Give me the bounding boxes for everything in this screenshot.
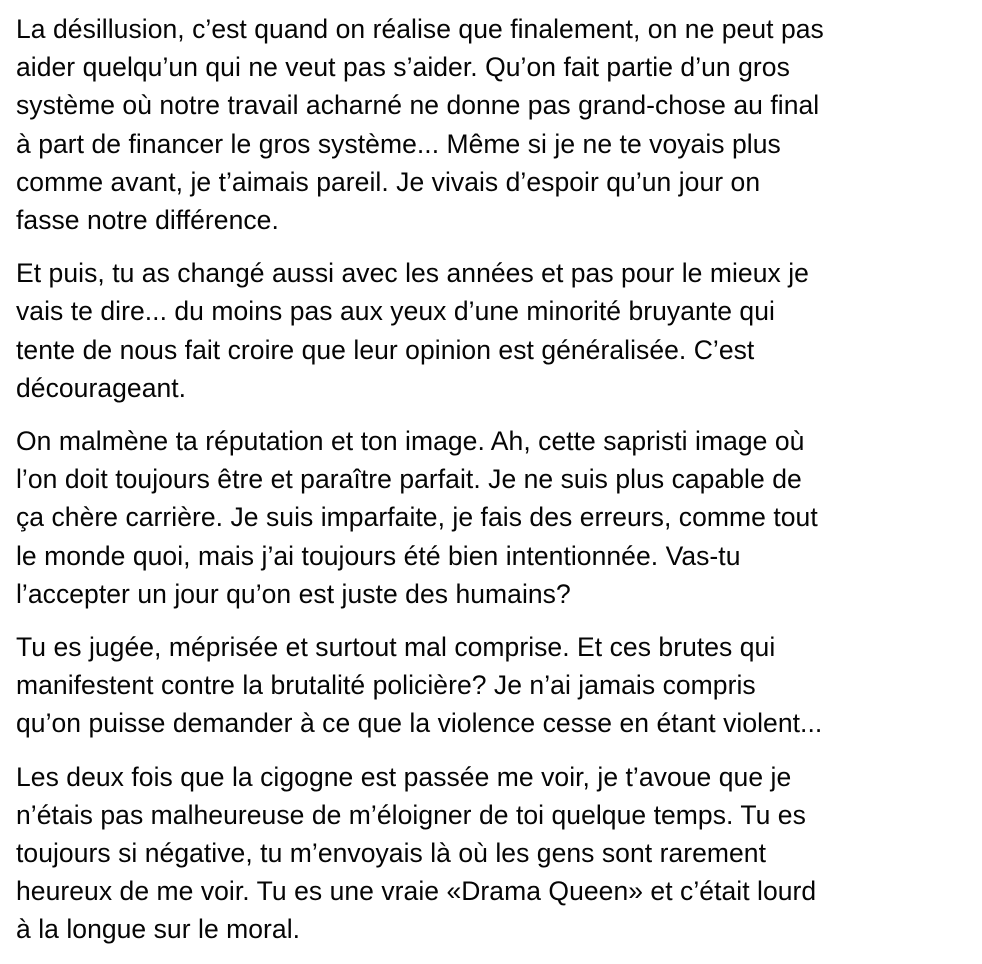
text-line: toujours si négative, tu m’envoyais là où les gens sont rarement [16,838,767,869]
paragraph-4 [16,628,956,743]
text-line: Tu es jugée, méprisée et surtout mal comprise. Et ces brutes qui [16,632,776,663]
text-line: comme avant, je t’aimais pareil. Je vivais d’espoir qu’un jour on [16,166,761,197]
text-line: vais te dire... du moins pas aux yeux d’une minorité bruyante qui [16,296,775,327]
text-line: ça chère carrière. Je suis imparfaite, je fais des erreurs, comme tout [16,502,818,533]
text-line: l’on doit toujours être et paraître parfait. Je ne suis plus capable de [16,464,802,495]
text-line: La désillusion, c’est quand on réalise que finalement, on ne peut pas [16,14,824,44]
text-line: l’accepter un jour qu’on est juste des humains? [16,578,571,609]
paragraph-2 [16,254,956,407]
text-line: aider quelqu’un qui ne veut pas s’aider. Qu’on fait partie d’un gros [16,52,790,83]
text-line: Et puis, tu as changé aussi avec les années et pas pour le mieux je [16,258,809,289]
text-line: n’étais pas malheureuse de m’éloigner de toi quelque temps. Tu es [16,799,806,830]
text-line: Les deux fois que la cigogne est passée me voir, je t’avoue que je [16,761,792,792]
text-line: tente de nous fait croire que leur opinion est généralisée. C’est [16,334,755,365]
text-line: à la longue sur le moral. [16,914,301,945]
post-body [16,10,956,964]
paragraph-5 [16,758,956,949]
text-line: à part de financer le gros système... Même si je ne te voyais plus [16,128,781,159]
text-line: fasse notre différence. [16,205,279,236]
text-line: qu’on puisse demander à ce que la violence cesse en étant violent... [16,708,823,739]
text-line: manifestent contre la brutalité policière? Je n’ai jamais compris [16,670,756,701]
text-line: système où notre travail acharné ne donne pas grand-chose au final [16,90,820,121]
paragraph-3 [16,422,956,613]
text-line: décourageant. [16,372,187,403]
text-line: le monde quoi, mais j’ai toujours été bien intentionnée. Vas-tu [16,540,741,571]
paragraph-1 [16,10,956,239]
text-line: On malmène ta réputation et ton image. Ah, cette sapristi image où [16,426,805,457]
text-line: heureux de me voir. Tu es une vraie «Drama Queen» et c’était lourd [16,876,817,907]
